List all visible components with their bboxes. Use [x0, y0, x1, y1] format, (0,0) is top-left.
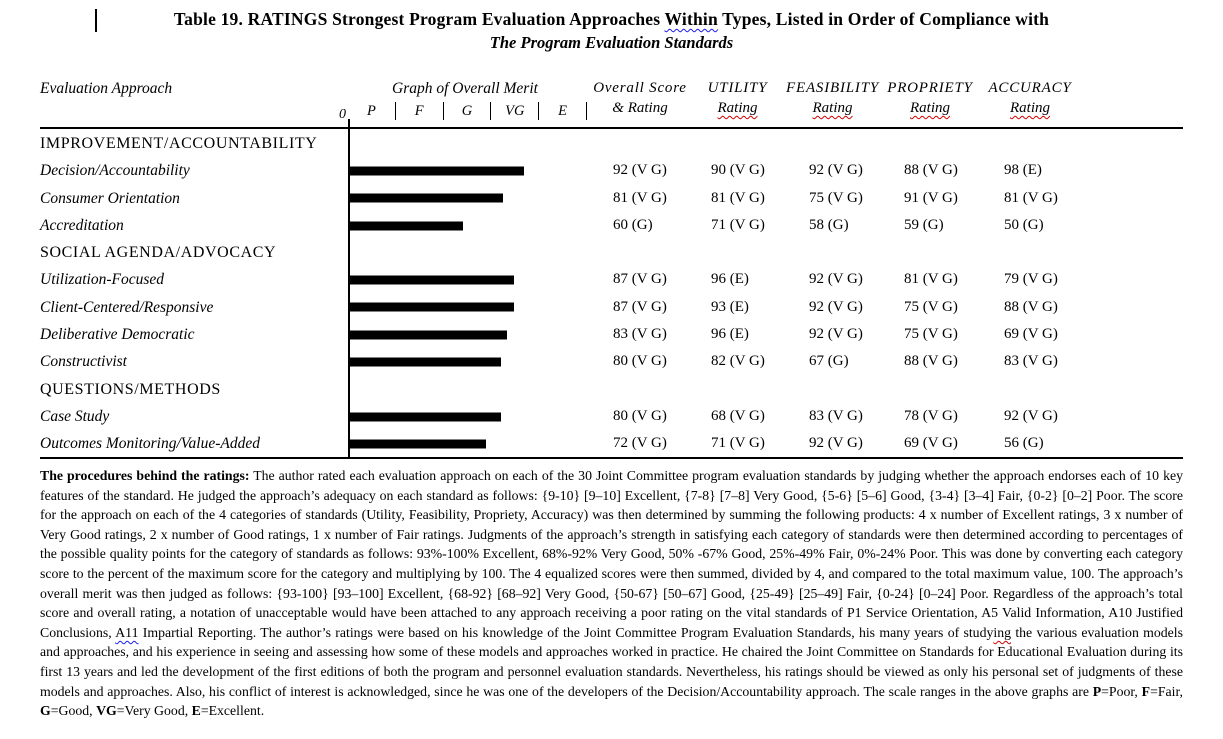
cell-accuracy: 69 (V G) — [1004, 326, 1058, 343]
cell-feasibility: 75 (V G) — [809, 189, 863, 206]
cell-propriety: 88 (V G) — [904, 353, 958, 370]
column-header-overall — [590, 80, 690, 117]
footnote-text: =Excellent. — [200, 703, 265, 719]
approach-name: Client-Centered/Responsive — [40, 298, 214, 316]
cell-overall: 87 (V G) — [613, 271, 667, 288]
cell-accuracy: 83 (V G) — [1004, 353, 1058, 370]
cell-accuracy: 81 (V G) — [1004, 189, 1058, 206]
section-row — [40, 376, 1183, 403]
section-row — [40, 130, 1183, 157]
column-header-utility — [690, 80, 785, 117]
cell-overall: 80 (V G) — [613, 407, 667, 424]
header-line1: ACCURACY — [988, 80, 1072, 96]
footnote-bold-text: F — [1141, 683, 1151, 699]
cell-accuracy: 98 (E) — [1004, 162, 1042, 179]
table-row — [40, 348, 1183, 375]
approach-name: Outcomes Monitoring/Value-Added — [40, 435, 260, 453]
table-row — [40, 185, 1183, 212]
cell-utility: 90 (V G) — [711, 162, 765, 179]
footnote-text: =Poor, — [1101, 683, 1142, 699]
header-line2: Rating — [910, 100, 950, 116]
merit-bar — [349, 439, 486, 448]
merit-bar — [349, 166, 524, 175]
header-line2: Rating — [717, 100, 758, 116]
cell-overall: 83 (V G) — [613, 326, 667, 343]
approach-name: Constructivist — [40, 353, 127, 371]
title-text: Types, Listed in Order of Compliance with — [717, 9, 1050, 29]
cell-feasibility: 92 (V G) — [809, 298, 863, 315]
cell-feasibility: 83 (V G) — [809, 407, 863, 424]
cell-accuracy: 79 (V G) — [1004, 271, 1058, 288]
cell-overall: 72 (V G) — [613, 435, 667, 452]
merit-scale-label: G — [444, 102, 492, 120]
cell-propriety: 88 (V G) — [904, 162, 958, 179]
table-row — [40, 321, 1183, 348]
merit-bar — [349, 276, 514, 285]
merit-bar — [349, 330, 507, 339]
merit-scale — [348, 102, 587, 120]
subtitle-text: The Program Evaluation Standards — [489, 33, 734, 52]
cell-accuracy: 50 (G) — [1004, 216, 1044, 233]
footnote-text: A11 — [115, 624, 139, 640]
footnote-text: The author rated each evaluation approach on each of the 30 Joint Committee program evaluation standards by judging whether the approach endorses each of 10 key features of the standard. He judged the approach’s adequacy on each standard as follows: {9-10} [9–10] Excellent, {7-8} [7–8] Very Good, {5-6} [5–6] Good, {3-4} [3–4] Fair, {0-2} [0–2] Poor. The score for the approach on each of the 4 categories of standards (Utility, Feasibility, Propriety, Accuracy) was then determined by summing the following products: 4 x number of Excellent ratings, 3 x number of Very Good ratings, 2 x number of Good ratings, 1 x number of Fair ratings. Judgments of the approach’s strength in satisfying each category of standards were then determined according to percentages of the possible quality points for the category of standards as follows: 93%-100% Excellent, 68%-92% Very Good, 50% -67% Good, 25%-49% Fair, 0%-24% Poor. This was done by converting each category score to the percent of the maximum score for the category and multiplying by 100. The 4 equalized scores were then summed, divided by 4, and compared to the total maximum value, 100. The approach’s overall merit was then judged as follows: {93-100} [93–100] Excellent, {68-92} [68–92] Very Good, {50-67} [50–67] Good, {25-49} [25–49] Fair, {0-24} [0–24] Poor. Regardless of the approach’s total score and overall rating, a notation of unacceptable would have been attached to any approach receiving a poor rating on the vital standards of P1 Service Orientation, A5 Valid Information, A10 Justified Conclusions, — [40, 468, 1183, 640]
footnote-text: =Good, — [50, 703, 97, 719]
approach-name: Decision/Accountability — [40, 162, 190, 180]
column-header-feasibility — [775, 80, 890, 117]
section-label: QUESTIONS/METHODS — [40, 380, 221, 398]
cell-utility: 71 (V G) — [711, 216, 765, 233]
merit-scale-label: VG — [491, 102, 539, 120]
cell-accuracy: 88 (V G) — [1004, 298, 1058, 315]
cell-propriety: 69 (V G) — [904, 435, 958, 452]
table-row — [40, 403, 1183, 430]
header-line1: FEASIBILITY — [786, 80, 879, 96]
approach-name: Utilization-Focused — [40, 271, 164, 289]
approach-name: Consumer Orientation — [40, 189, 180, 207]
merit-scale-label: E — [539, 102, 587, 120]
footnote-bold-text: P — [1092, 683, 1102, 699]
cell-accuracy: 56 (G) — [1004, 435, 1044, 452]
cell-utility: 71 (V G) — [711, 435, 765, 452]
header-divider-line — [40, 127, 1183, 129]
approach-name: Accreditation — [40, 216, 124, 234]
title-grammar-flagged-word: Within — [664, 9, 718, 29]
table-row — [40, 212, 1183, 239]
column-header-graph: Graph of Overall Merit — [392, 80, 538, 97]
page-subtitle — [0, 33, 1223, 53]
footnote-text: ing — [993, 624, 1012, 640]
table-row — [40, 157, 1183, 184]
cell-propriety: 78 (V G) — [904, 407, 958, 424]
cell-utility: 82 (V G) — [711, 353, 765, 370]
cell-feasibility: 92 (V G) — [809, 271, 863, 288]
header-line2: Rating — [1010, 100, 1050, 116]
cell-overall: 87 (V G) — [613, 298, 667, 315]
header-line1: PROPRIETY — [887, 80, 973, 96]
scale-zero-label: 0 — [339, 107, 346, 122]
cell-propriety: 75 (V G) — [904, 326, 958, 343]
title-text: Table 19. RATINGS Strongest Program Evaluation Approaches — [173, 9, 665, 29]
merit-bar — [349, 194, 503, 203]
table-body — [40, 130, 1183, 458]
cell-utility: 93 (E) — [711, 298, 749, 315]
cell-propriety: 81 (V G) — [904, 271, 958, 288]
footnote-bold-text: G — [40, 703, 51, 719]
section-label: IMPROVEMENT/ACCOUNTABILITY — [40, 135, 318, 152]
footnote-text: =Fair, — [1150, 683, 1183, 699]
section-label: SOCIAL AGENDA/ADVOCACY — [40, 244, 277, 262]
footnote-text: the various evaluation models and approaches, and his experience in seeing and assessing how some of these models and approaches worked in practice. He chaired the Joint Committee on Standards for Educational Evaluation during its first 13 years and led the development of the first editions of both the program and personnel evaluation standards. Nevertheless, his ratings should be viewed as only his personal set of judgments of these models and approaches. Also, his conflict of interest is acknowledged, since he was one of the developers of the Decision/Accountability approach. The scale ranges in the above graphs are — [40, 624, 1183, 699]
table-row — [40, 430, 1183, 457]
cell-feasibility: 58 (G) — [809, 216, 849, 233]
header-line2: & Rating — [612, 100, 668, 116]
merit-bar — [349, 358, 501, 367]
table-row — [40, 294, 1183, 321]
cell-feasibility: 92 (V G) — [809, 162, 863, 179]
cell-utility: 81 (V G) — [711, 189, 765, 206]
cell-overall: 60 (G) — [613, 216, 653, 233]
merit-bar — [349, 412, 501, 421]
table-bottom-line — [40, 457, 1183, 459]
cell-feasibility: 92 (V G) — [809, 435, 863, 452]
column-header-accuracy — [975, 80, 1085, 117]
header-line2: Rating — [812, 100, 853, 116]
graph-axis-line — [348, 119, 350, 459]
merit-bar — [349, 221, 463, 230]
cell-overall: 80 (V G) — [613, 353, 667, 370]
footnote-text: Impartial Reporting. The author’s ratings were based on his knowledge of the Joint Committee Program Evaluation Standards, his many years of study — [138, 624, 994, 640]
column-header-propriety — [875, 80, 985, 117]
cell-utility: 68 (V G) — [711, 407, 765, 424]
cell-overall: 92 (V G) — [613, 162, 667, 179]
cell-overall: 81 (V G) — [613, 189, 667, 206]
cell-feasibility: 92 (V G) — [809, 326, 863, 343]
page-title — [0, 9, 1223, 30]
approach-name: Deliberative Democratic — [40, 326, 195, 344]
merit-bar — [349, 303, 514, 312]
cell-propriety: 59 (G) — [904, 216, 944, 233]
footnote-paragraph — [40, 466, 1183, 721]
footnote-text: =Very Good, — [116, 703, 192, 719]
header-line1: Overall Score — [593, 80, 687, 96]
cell-accuracy: 92 (V G) — [1004, 407, 1058, 424]
footnote-bold-text: VG — [96, 703, 117, 719]
cell-propriety: 75 (V G) — [904, 298, 958, 315]
column-header-approach: Evaluation Approach — [40, 80, 173, 97]
approach-name: Case Study — [40, 407, 110, 425]
cell-feasibility: 67 (G) — [809, 353, 849, 370]
cell-utility: 96 (E) — [711, 271, 749, 288]
header-line1: UTILITY — [707, 80, 768, 96]
footnote-bold-text: E — [191, 703, 201, 719]
merit-scale-label: P — [348, 102, 396, 120]
cell-utility: 96 (E) — [711, 326, 749, 343]
section-row — [40, 239, 1183, 266]
cell-propriety: 91 (V G) — [904, 189, 958, 206]
table-row — [40, 266, 1183, 293]
merit-scale-label: F — [396, 102, 444, 120]
footnote-bold-text: The procedures behind the ratings: — [40, 468, 250, 483]
